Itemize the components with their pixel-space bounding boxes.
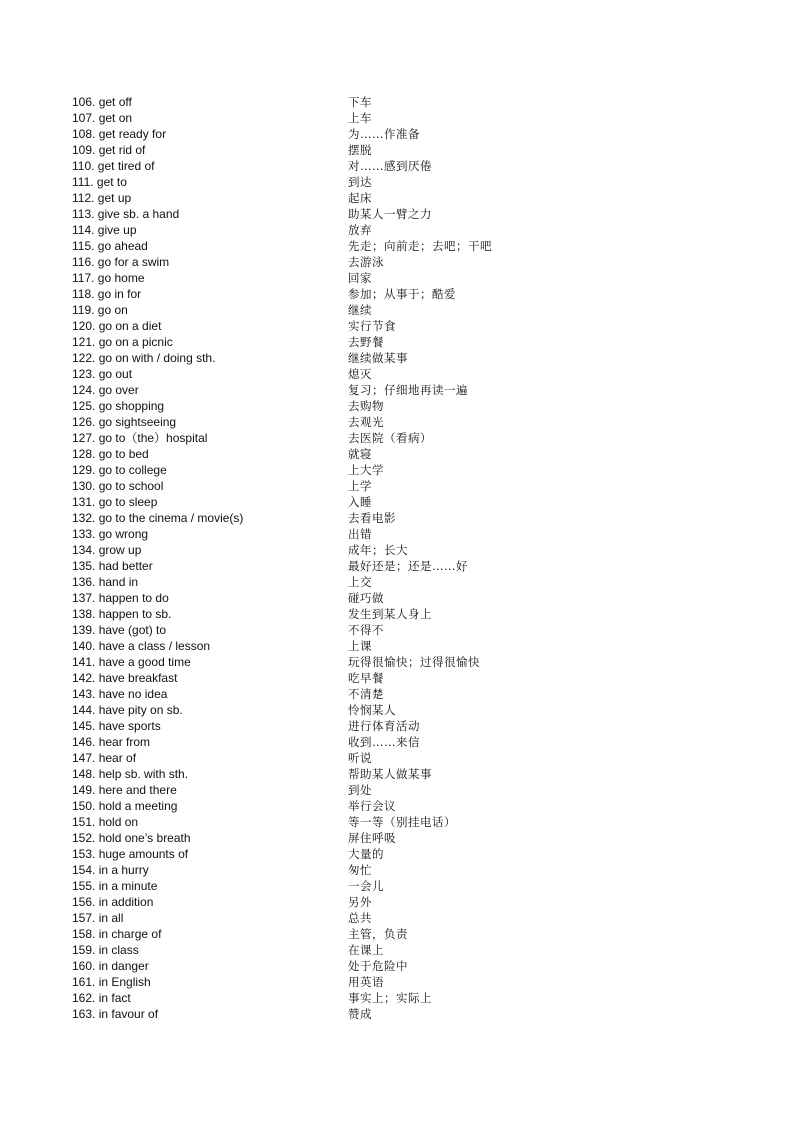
chinese-meaning: 用英语 xyxy=(348,975,384,989)
english-phrase: 117. go home xyxy=(72,271,145,285)
chinese-meaning: 上车 xyxy=(348,111,372,125)
list-item xyxy=(72,782,772,798)
list-item xyxy=(72,126,772,142)
chinese-meaning: 帮助某人做某事 xyxy=(348,767,432,781)
list-item xyxy=(72,558,772,574)
chinese-meaning: 进行体育活动 xyxy=(348,719,420,733)
english-phrase: 126. go sightseeing xyxy=(72,415,177,429)
list-item xyxy=(72,366,772,382)
english-phrase: 145. have sports xyxy=(72,719,161,733)
chinese-meaning: 上课 xyxy=(348,639,372,653)
chinese-meaning: 为……作准备 xyxy=(348,127,420,141)
chinese-meaning: 入睡 xyxy=(348,495,372,509)
list-item xyxy=(72,334,772,350)
english-phrase: 121. go on a picnic xyxy=(72,335,173,349)
list-item xyxy=(72,734,772,750)
english-phrase: 113. give sb. a hand xyxy=(72,207,180,221)
chinese-meaning: 成年；长大 xyxy=(348,543,408,557)
chinese-meaning: 在课上 xyxy=(348,943,384,957)
english-phrase: 107. get on xyxy=(72,111,133,125)
list-item xyxy=(72,622,772,638)
english-phrase: 144. have pity on sb. xyxy=(72,703,183,717)
list-item xyxy=(72,766,772,782)
chinese-meaning: 主管，负责 xyxy=(348,927,408,941)
list-item xyxy=(72,350,772,366)
chinese-meaning: 上交 xyxy=(348,575,372,589)
chinese-meaning: 先走；向前走；去吧；干吧 xyxy=(348,239,492,253)
chinese-meaning: 听说 xyxy=(348,751,372,765)
english-phrase: 133. go wrong xyxy=(72,527,149,541)
phrase-list xyxy=(72,94,772,1022)
english-phrase: 148. help sb. with sth. xyxy=(72,767,189,781)
list-item xyxy=(72,254,772,270)
list-item xyxy=(72,1006,772,1022)
list-item xyxy=(72,478,772,494)
chinese-meaning: 摆脱 xyxy=(348,143,372,157)
list-item xyxy=(72,526,772,542)
list-item xyxy=(72,910,772,926)
chinese-meaning: 匆忙 xyxy=(348,863,372,877)
list-item xyxy=(72,110,772,126)
list-item xyxy=(72,878,772,894)
list-item xyxy=(72,222,772,238)
english-phrase: 108. get ready for xyxy=(72,127,167,141)
chinese-meaning: 碰巧做 xyxy=(348,591,384,605)
english-phrase: 128. go to bed xyxy=(72,447,149,461)
english-phrase: 114. give up xyxy=(72,223,137,237)
list-item xyxy=(72,814,772,830)
chinese-meaning: 不清楚 xyxy=(348,687,384,701)
english-phrase: 141. have a good time xyxy=(72,655,191,669)
chinese-meaning: 起床 xyxy=(348,191,372,205)
english-phrase: 127. go to（the）hospital xyxy=(72,431,208,445)
chinese-meaning: 到达 xyxy=(348,175,372,189)
list-item xyxy=(72,654,772,670)
chinese-meaning: 继续 xyxy=(348,303,372,317)
chinese-meaning: 就寝 xyxy=(348,447,372,461)
english-phrase: 120. go on a diet xyxy=(72,319,162,333)
list-item xyxy=(72,318,772,334)
list-item xyxy=(72,494,772,510)
chinese-meaning: 发生到某人身上 xyxy=(348,607,432,621)
english-phrase: 163. in favour of xyxy=(72,1007,159,1021)
english-phrase: 140. have a class / lesson xyxy=(72,639,211,653)
list-item xyxy=(72,590,772,606)
chinese-meaning: 上学 xyxy=(348,479,372,493)
list-item xyxy=(72,670,772,686)
english-phrase: 138. happen to sb. xyxy=(72,607,172,621)
english-phrase: 109. get rid of xyxy=(72,143,146,157)
list-item xyxy=(72,302,772,318)
chinese-meaning: 到处 xyxy=(348,783,372,797)
list-item xyxy=(72,798,772,814)
english-phrase: 161. in English xyxy=(72,975,151,989)
chinese-meaning: 怜悯某人 xyxy=(348,703,396,717)
list-item xyxy=(72,542,772,558)
chinese-meaning: 收到……来信 xyxy=(348,735,420,749)
chinese-meaning: 大量的 xyxy=(348,847,384,861)
chinese-meaning: 实行节食 xyxy=(348,319,396,333)
english-phrase: 122. go on with / doing sth. xyxy=(72,351,216,365)
list-item xyxy=(72,606,772,622)
chinese-meaning: 参加；从事于；酷爱 xyxy=(348,287,456,301)
list-item xyxy=(72,142,772,158)
english-phrase: 152. hold one’s breath xyxy=(72,831,191,845)
english-phrase: 156. in addition xyxy=(72,895,154,909)
english-phrase: 142. have breakfast xyxy=(72,671,178,685)
english-phrase: 160. in danger xyxy=(72,959,149,973)
list-item xyxy=(72,942,772,958)
chinese-meaning: 最好还是；还是……好 xyxy=(348,559,468,573)
list-item xyxy=(72,990,772,1006)
list-item xyxy=(72,430,772,446)
english-phrase: 158. in charge of xyxy=(72,927,162,941)
list-item xyxy=(72,958,772,974)
list-item xyxy=(72,574,772,590)
list-item xyxy=(72,686,772,702)
list-item xyxy=(72,702,772,718)
english-phrase: 143. have no idea xyxy=(72,687,168,701)
chinese-meaning: 下车 xyxy=(348,95,372,109)
english-phrase: 124. go over xyxy=(72,383,139,397)
english-phrase: 149. here and there xyxy=(72,783,177,797)
english-phrase: 110. get tired of xyxy=(72,159,155,173)
list-item xyxy=(72,382,772,398)
english-phrase: 131. go to sleep xyxy=(72,495,158,509)
list-item xyxy=(72,926,772,942)
english-phrase: 132. go to the cinema / movie(s) xyxy=(72,511,244,525)
english-phrase: 154. in a hurry xyxy=(72,863,149,877)
list-item xyxy=(72,238,772,254)
english-phrase: 123. go out xyxy=(72,367,133,381)
list-item xyxy=(72,446,772,462)
chinese-meaning: 另外 xyxy=(348,895,372,909)
english-phrase: 137. happen to do xyxy=(72,591,169,605)
chinese-meaning: 不得不 xyxy=(348,623,384,637)
english-phrase: 118. go in for xyxy=(72,287,142,301)
chinese-meaning: 助某人一臂之力 xyxy=(348,207,432,221)
english-phrase: 150. hold a meeting xyxy=(72,799,178,813)
chinese-meaning: 去游泳 xyxy=(348,255,384,269)
list-item xyxy=(72,398,772,414)
english-phrase: 135. had better xyxy=(72,559,153,573)
english-phrase: 159. in class xyxy=(72,943,139,957)
chinese-meaning: 去观光 xyxy=(348,415,384,429)
chinese-meaning: 复习；仔细地再读一遍 xyxy=(348,383,468,397)
list-item xyxy=(72,718,772,734)
english-phrase: 119. go on xyxy=(72,303,128,317)
list-item xyxy=(72,830,772,846)
english-phrase: 147. hear of xyxy=(72,751,137,765)
chinese-meaning: 去看电影 xyxy=(348,511,396,525)
list-item xyxy=(72,846,772,862)
chinese-meaning: 吃早餐 xyxy=(348,671,384,685)
list-item xyxy=(72,270,772,286)
list-item xyxy=(72,974,772,990)
english-phrase: 130. go to school xyxy=(72,479,164,493)
chinese-meaning: 继续做某事 xyxy=(348,351,408,365)
chinese-meaning: 玩得很愉快；过得很愉快 xyxy=(348,655,480,669)
list-item xyxy=(72,462,772,478)
chinese-meaning: 举行会议 xyxy=(348,799,396,813)
english-phrase: 155. in a minute xyxy=(72,879,158,893)
chinese-meaning: 去野餐 xyxy=(348,335,384,349)
english-phrase: 146. hear from xyxy=(72,735,151,749)
chinese-meaning: 赞成 xyxy=(348,1007,372,1021)
chinese-meaning: 回家 xyxy=(348,271,372,285)
chinese-meaning: 出错 xyxy=(348,527,372,541)
english-phrase: 112. get up xyxy=(72,191,132,205)
list-item xyxy=(72,638,772,654)
list-item xyxy=(72,94,772,110)
english-phrase: 151. hold on xyxy=(72,815,139,829)
english-phrase: 125. go shopping xyxy=(72,399,165,413)
english-phrase: 116. go for a swim xyxy=(72,255,170,269)
list-item xyxy=(72,862,772,878)
english-phrase: 134. grow up xyxy=(72,543,142,557)
english-phrase: 136. hand in xyxy=(72,575,139,589)
chinese-meaning: 事实上；实际上 xyxy=(348,991,432,1005)
english-phrase: 139. have (got) to xyxy=(72,623,167,637)
english-phrase: 106. get off xyxy=(72,95,132,109)
chinese-meaning: 等一等（别挂电话） xyxy=(348,815,456,829)
list-item xyxy=(72,894,772,910)
chinese-meaning: 处于危险中 xyxy=(348,959,408,973)
chinese-meaning: 总共 xyxy=(348,911,372,925)
english-phrase: 157. in all xyxy=(72,911,124,925)
list-item xyxy=(72,158,772,174)
chinese-meaning: 上大学 xyxy=(348,463,384,477)
chinese-meaning: 屏住呼吸 xyxy=(348,831,396,845)
chinese-meaning: 对……感到厌倦 xyxy=(348,159,432,173)
english-phrase: 111. get to xyxy=(72,175,127,189)
list-item xyxy=(72,286,772,302)
list-item xyxy=(72,174,772,190)
english-phrase: 153. huge amounts of xyxy=(72,847,189,861)
english-phrase: 129. go to college xyxy=(72,463,167,477)
list-item xyxy=(72,190,772,206)
english-phrase: 162. in fact xyxy=(72,991,131,1005)
list-item xyxy=(72,206,772,222)
list-item xyxy=(72,510,772,526)
chinese-meaning: 去购物 xyxy=(348,399,384,413)
chinese-meaning: 放弃 xyxy=(348,223,372,237)
english-phrase: 115. go ahead xyxy=(72,239,148,253)
list-item xyxy=(72,750,772,766)
chinese-meaning: 去医院（看病） xyxy=(348,431,432,445)
chinese-meaning: 熄灭 xyxy=(348,367,372,381)
list-item xyxy=(72,414,772,430)
chinese-meaning: 一会儿 xyxy=(348,879,384,893)
